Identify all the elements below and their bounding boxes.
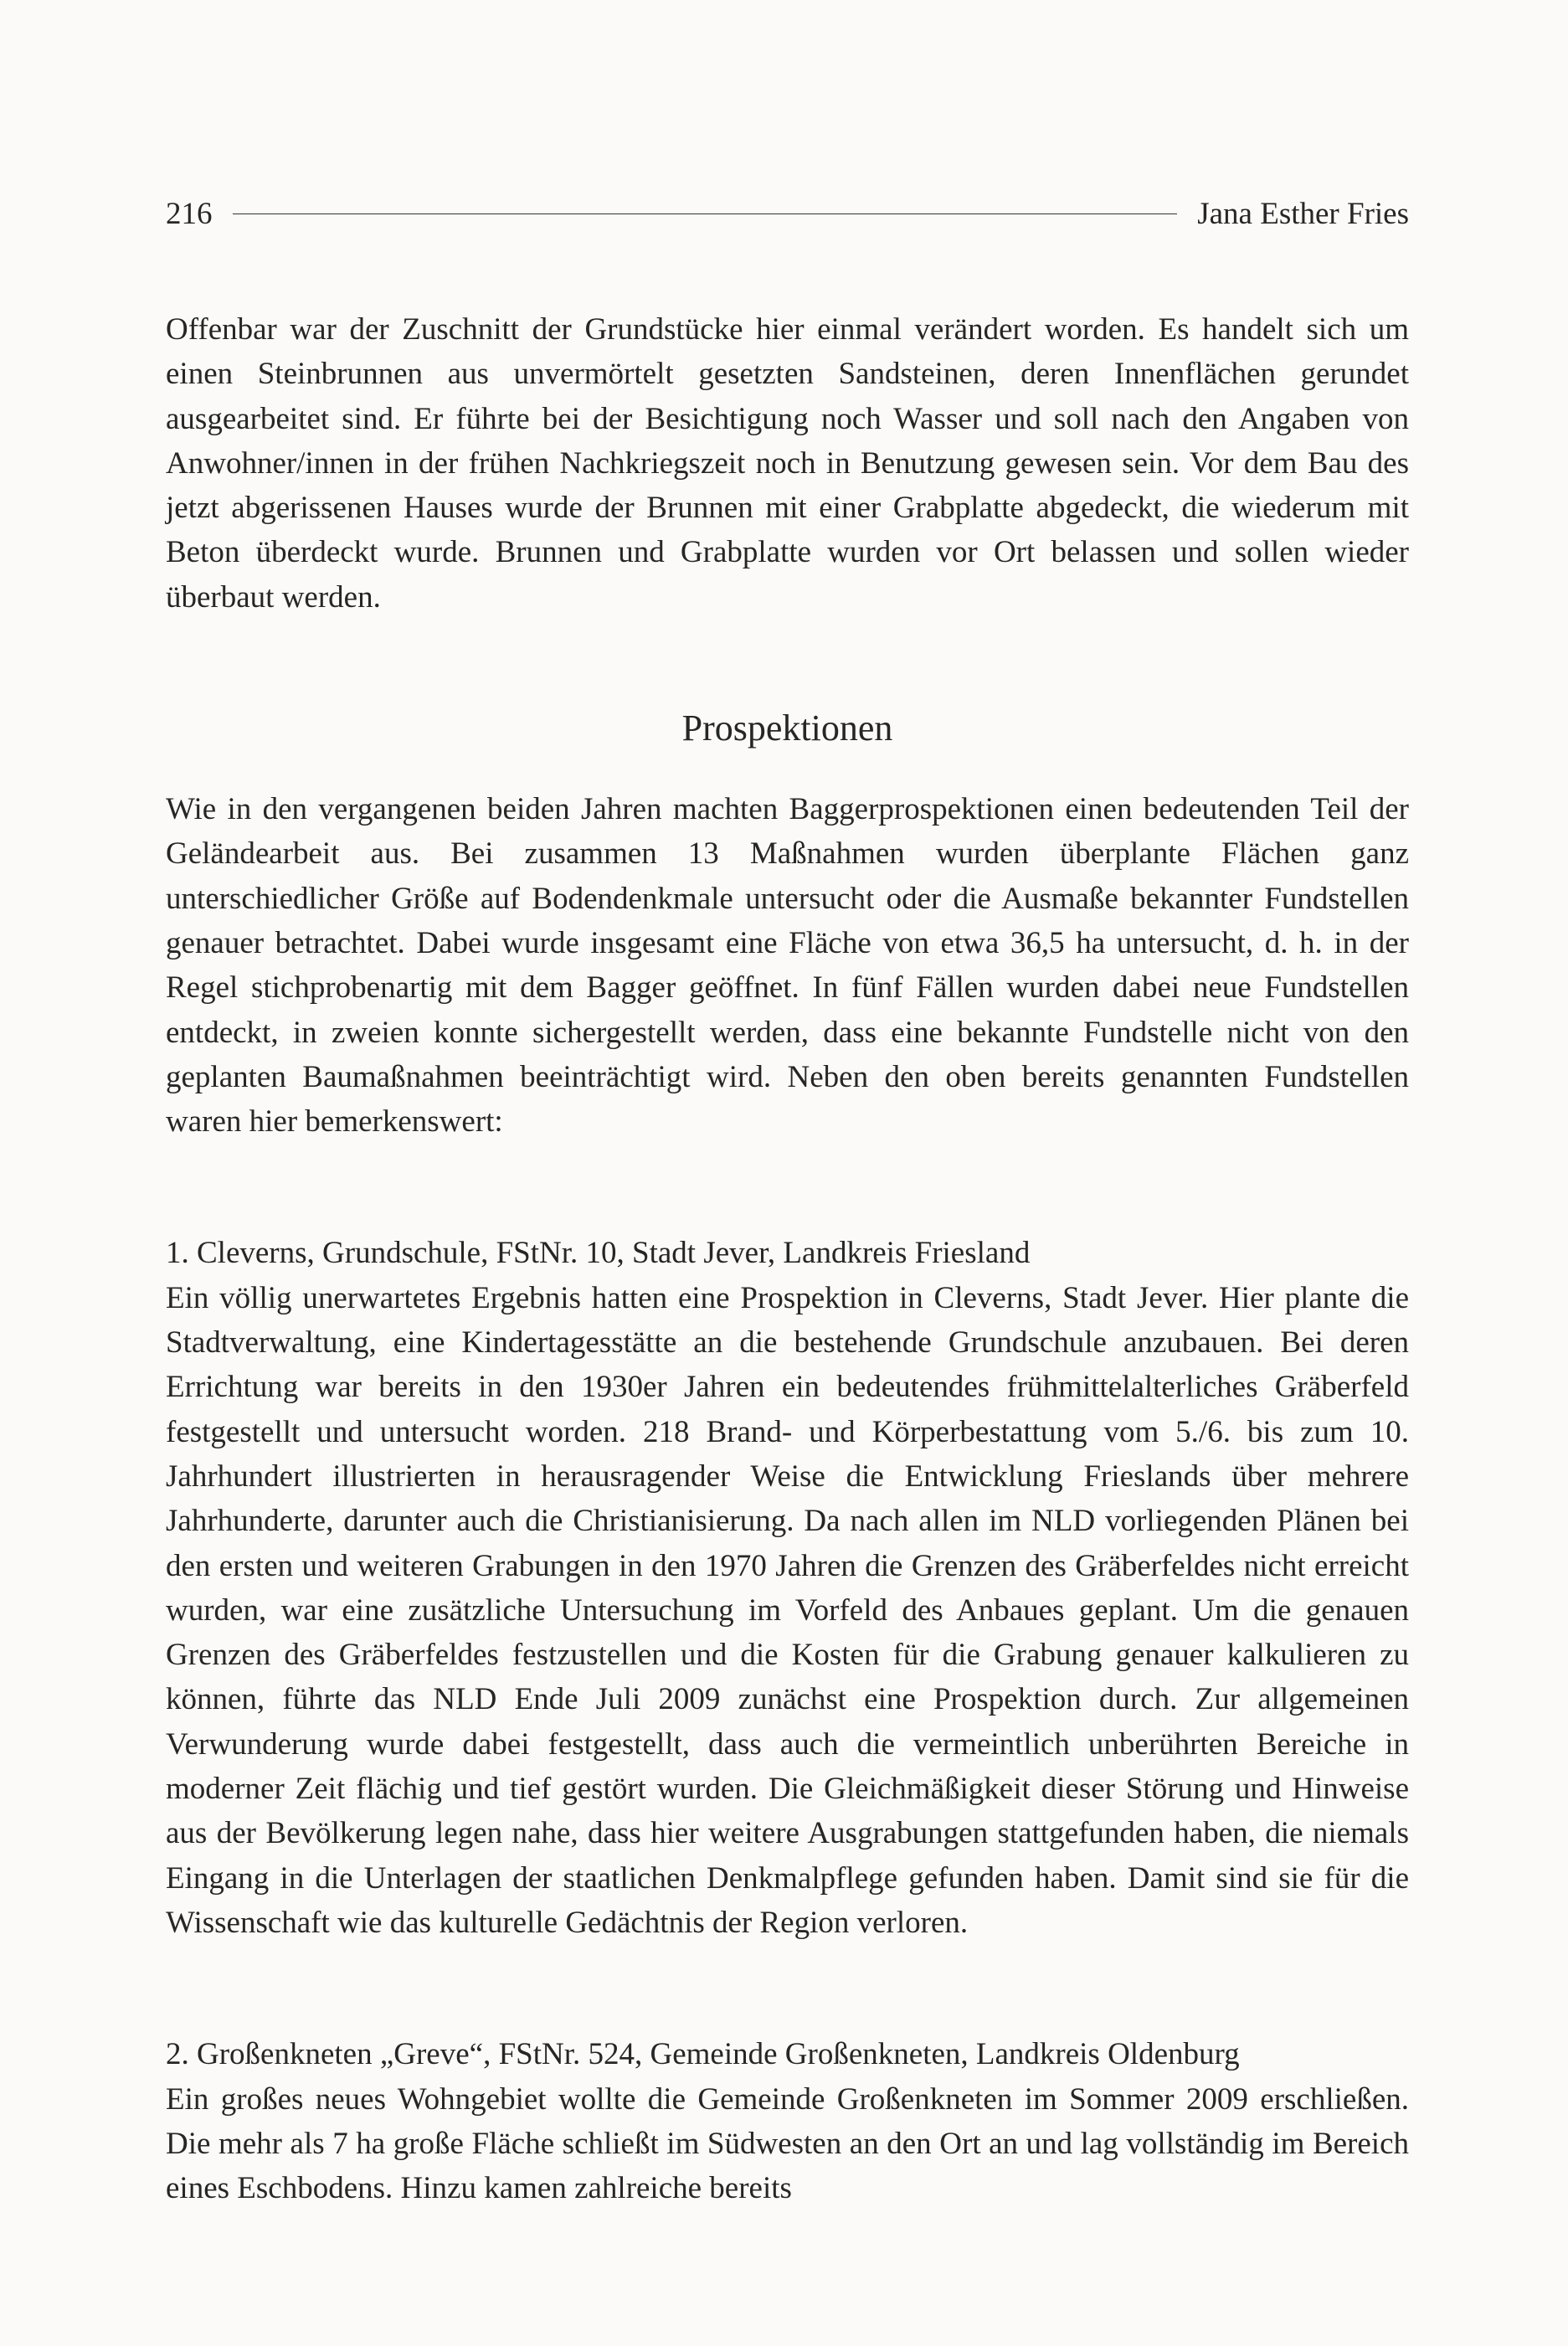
page-content: [166, 188, 1409, 2210]
running-author: Jana Esther Fries: [1197, 196, 1409, 231]
intro-paragraph: Offenbar war der Zuschnitt der Grundstücke hier einmal verändert worden. Es handelt sich um einen Steinbrunnen aus unvermörtelt gesetzten Sandsteinen, deren Innenflächen gerundet ausgearbeitet sind. Er führte bei der Besichtigung noch Wasser und soll nach den Angaben von Anwohner/innen in der frühen Nachkriegszeit noch in Benutzung gewesen sein. Vor dem Bau des jetzt abgerissenen Hauses wurde der Brunnen mit einer Grabplatte abgedeckt, die wiederum mit Beton überdeckt wurde. Brunnen und Grabplatte wurden vor Ort belassen und sollen wieder überbaut werden.: [166, 312, 1409, 615]
section-heading: Prospektionen: [681, 707, 893, 749]
entry-title: 1. Cleverns, Grundschule, FStNr. 10, Stadt Jever, Landkreis Friesland: [166, 1236, 1031, 1271]
entry-title: 2. Großenkneten „Greve“, FStNr. 524, Gemeinde Großenkneten, Landkreis Oldenburg: [166, 2037, 1240, 2072]
section-paragraph: Wie in den vergangenen beiden Jahren machten Baggerprospektionen einen bedeutenden Teil der Geländearbeit aus. Bei zusammen 13 Maßnahmen wurden überplante Flächen ganz unterschiedlicher Größe auf Bodendenkmale untersucht oder die Ausmaße bekannter Fundstellen genauer betrachtet. Dabei wurde insgesamt eine Fläche von etwa 36,5 ha untersucht, d. h. in der Regel stichprobenartig mit dem Bagger geöffnet. In fünf Fällen wurden dabei neue Fundstellen entdeckt, in zweien konnte sichergestellt werden, dass eine bekannte Fundstelle nicht von den geplanten Baumaßnahmen beeinträchtigt wird. Neben den oben bereits genannten Fundstellen waren hier bemerkenswert:: [166, 792, 1409, 1140]
entry-cleverns: [166, 1231, 1409, 1945]
running-header: [166, 188, 1409, 239]
page-number: 216: [166, 196, 213, 231]
entry-text: Ein großes neues Wohngebiet wollte die Gemeinde Großenkneten im Sommer 2009 erschließen. Die mehr als 7 ha große Fläche schließt im Südwesten an den Ort an und lag vollständig im Bereich eines Eschbodens. Hinzu kamen zahlreiche bereits: [166, 2081, 1409, 2206]
entry-grossenkneten: [166, 2032, 1409, 2210]
entry-text: Ein völlig unerwartetes Ergebnis hatten eine Prospektion in Cleverns, Stadt Jever. Hier plante die Stadtverwaltung, eine Kindertagesstätte an die bestehende Grundschule anzubauen. Bei deren Errichtung war bereits in den 1930er Jahren ein bedeutendes frühmittelalterliches Gräberfeld festgestellt und untersucht worden. 218 Brand- und Körperbestattung vom 5./6. bis zum 10. Jahrhundert illustrierten in herausragender Weise die Entwicklung Frieslands über mehrere Jahrhunderte, darunter auch die Christianisierung. Da nach allen im NLD vorliegenden Plänen bei den ersten und weiteren Grabungen in den 1970 Jahren die Grenzen des Gräberfeldes nicht erreicht wurden, war eine zusätzliche Untersuchung im Vorfeld des Anbaues geplant. Um die genauen Grenzen des Gräberfeldes festzustellen und die Kosten für die Grabung genauer kalkulieren zu können, führte das NLD Ende Juli 2009 zunächst eine Prospektion durch. Zur allgemeinen Verwunderung wurde dabei festgestellt, dass auch die vermeintlich unberührten Bereiche in moderner Zeit flächig und tief gestört wurden. Die Gleichmäßigkeit dieser Störung und Hinweise aus der Bevölkerung legen nahe, dass hier weitere Ausgrabungen stattgefunden haben, die niemals Eingang in die Unterlagen der staatlichen Denkmalpflege gefunden haben. Damit sind sie für die Wissenschaft wie das kulturelle Gedächtnis der Region verloren.: [166, 1280, 1409, 1940]
